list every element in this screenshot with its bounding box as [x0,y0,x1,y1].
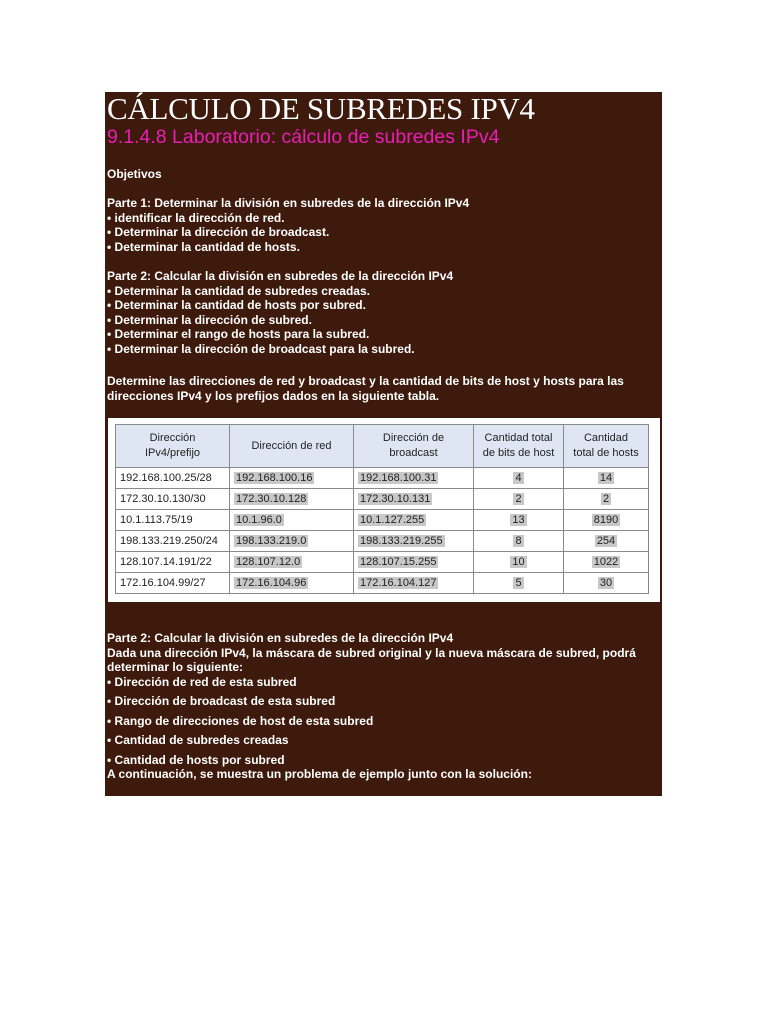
part2-item: • Determinar la cantidad de subredes creadas. [107,283,370,298]
header-network: Dirección de red [230,425,354,468]
cell-bits: 4 [474,468,564,489]
header-prefix: Dirección IPv4/prefijo [116,425,230,468]
part1-item: • identificar la dirección de red. [107,210,285,225]
lab-subtitle: 9.1.4.8 Laboratorio: cálculo de subredes IPv4 [107,126,500,148]
cell-hosts: 1022 [564,552,649,573]
instruction-line: Determine las direcciones de red y broadcast y la cantidad de bits de host y hosts para las [107,374,624,388]
part2b-section [107,631,660,782]
part2b-intro: Dada una dirección IPv4, la máscara de subred original y la nueva máscara de subred, podrá [107,645,636,660]
cell-network: 192.168.100.16 [230,468,354,489]
header-hosts: Cantidad total de hosts [564,425,649,468]
cell-prefix: 128.107.14.191/22 [116,552,230,573]
instruction-paragraph [107,374,660,403]
cell-prefix: 172.30.10.130/30 [116,489,230,510]
part2b-item: • Cantidad de subredes creadas [107,733,289,747]
cell-network: 198.133.219.0 [230,531,354,552]
part2b-closing: A continuación, se muestra un problema de ejemplo junto con la solución: [107,767,532,781]
part1-item: • Determinar la dirección de broadcast. [107,225,330,239]
cell-hosts: 2 [564,489,649,510]
part1-heading: Parte 1: Determinar la división en subredes de la dirección IPv4 [107,196,470,210]
cell-broadcast: 198.133.219.255 [354,531,474,552]
cell-hosts: 8190 [564,510,649,531]
part2b-item: • Cantidad de hosts por subred [107,752,285,767]
header-broadcast: Dirección de broadcast [354,425,474,468]
cell-broadcast: 172.30.10.131 [354,489,474,510]
subnet-table-image [108,418,660,602]
cell-prefix: 10.1.113.75/19 [116,510,230,531]
cell-prefix: 172.16.104.99/27 [116,573,230,594]
cell-hosts: 30 [564,573,649,594]
part2-item: • Determinar la cantidad de hosts por subred. [107,298,366,312]
instruction-line: direcciones IPv4 y los prefijos dados en la siguiente tabla. [107,388,440,403]
cell-bits: 13 [474,510,564,531]
table-row [116,531,649,552]
table-row [116,489,649,510]
cell-broadcast: 128.107.15.255 [354,552,474,573]
cell-broadcast: 10.1.127.255 [354,510,474,531]
table-row [116,510,649,531]
cell-prefix: 198.133.219.250/24 [116,531,230,552]
cell-bits: 5 [474,573,564,594]
table-header-row [116,425,649,468]
part2-heading: Parte 2: Calcular la división en subredes de la dirección IPv4 [107,269,454,283]
part2b-item: • Dirección de broadcast de esta subred [107,694,336,708]
cell-hosts: 14 [564,468,649,489]
part2b-heading: Parte 2: Calcular la división en subredes de la dirección IPv4 [107,631,454,645]
cell-bits: 8 [474,531,564,552]
subnet-table [115,424,649,594]
document-panel [105,92,662,796]
cell-bits: 10 [474,552,564,573]
cell-network: 128.107.12.0 [230,552,354,573]
objectives-heading: Objetivos [107,167,162,181]
cell-broadcast: 192.168.100.31 [354,468,474,489]
cell-network: 10.1.96.0 [230,510,354,531]
part2-item: • Determinar la dirección de broadcast para la subred. [107,341,415,356]
cell-network: 172.30.10.128 [230,489,354,510]
table-row [116,552,649,573]
cell-bits: 2 [474,489,564,510]
part2-item: • Determinar el rango de hosts para la subred. [107,327,370,341]
cell-prefix: 192.168.100.25/28 [116,468,230,489]
cell-broadcast: 172.16.104.127 [354,573,474,594]
part2-section [107,269,660,356]
part2b-intro: determinar lo siguiente: [107,660,244,674]
table-row [116,468,649,489]
header-bits: Cantidad total de bits de host [474,425,564,468]
part2b-item: • Rango de direcciones de host de esta subred [107,713,374,728]
cell-hosts: 254 [564,531,649,552]
page-title: CÁLCULO DE SUBREDES IPV4 [107,91,535,126]
part1-section [107,196,660,254]
cell-network: 172.16.104.96 [230,573,354,594]
part2b-item: • Dirección de red de esta subred [107,674,297,689]
part2-item: • Determinar la dirección de subred. [107,312,312,327]
part1-item: • Determinar la cantidad de hosts. [107,239,300,254]
table-row [116,573,649,594]
